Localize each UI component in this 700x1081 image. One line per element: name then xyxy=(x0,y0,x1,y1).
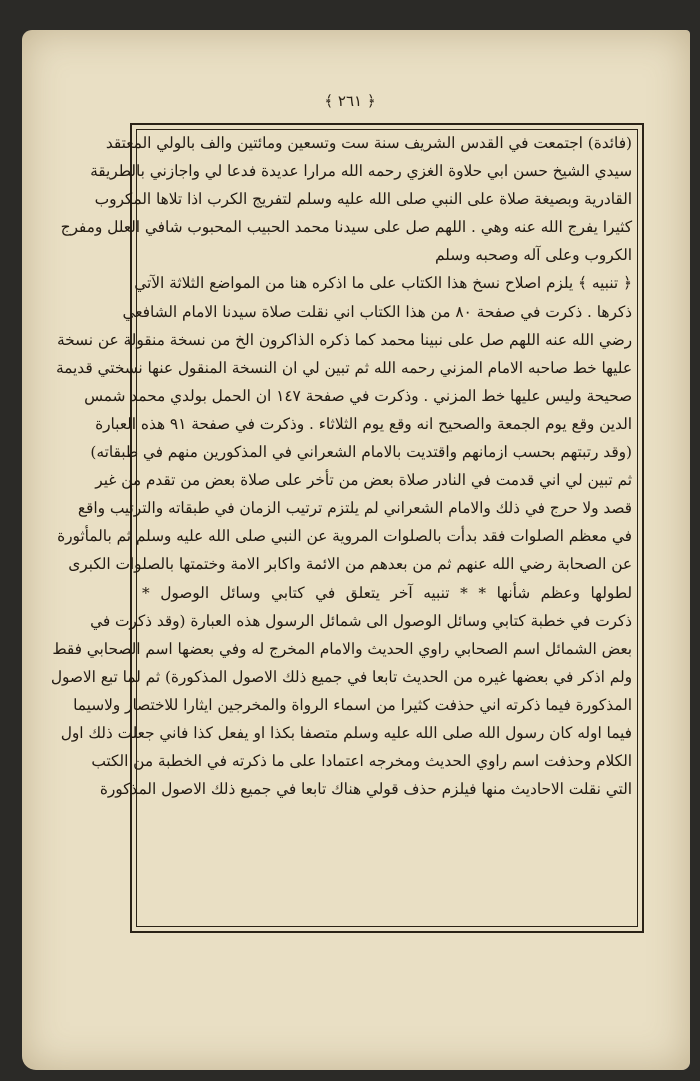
body-text xyxy=(50,129,632,927)
text-line: رضي الله عنه اللهم صل على نبينا محمد كما ذكره الذاكرون الخ من نسخة منقولة عن نسخة xyxy=(56,330,632,349)
text-line: المذكورة فيما ذكرته اني حذفت كثيرا من اسماء الرواة والمخرجين ايثارا للاختصار ولاسيما xyxy=(73,695,632,714)
text-line: ﴿ تنبيه ﴾ يلزم اصلاح نسخ هذا الكتاب على ما اذكره هنا من المواضع الثلاثة الآتي xyxy=(134,274,632,293)
text-line: ولم اذكر في بعضها غيره من الحديث تابعا في جميع ذلك الاصول المذكورة) ثم لما تبع الاصول xyxy=(50,667,632,686)
text-line: الكلام وحذفت اسم راوي الحديث ومخرجه اعتمادا على ما ذكرته في الخطبة من الكتب xyxy=(91,752,632,771)
text-line: (فائدة) اجتمعت في القدس الشريف سنة ست وتسعين ومائتين والف بالولي المعتقد xyxy=(105,134,632,152)
text-line: ذكرت في خطبة كتابي وسائل الوصول الى شمائل الرسول هذه العبارة (وقد ذكرت في xyxy=(90,611,632,630)
text-line: التي نقلت الاحاديث منها فيلزم حذف قولي هناك تابعا في جميع ذلك الاصول المذكورة xyxy=(99,780,632,799)
text-line: سيدي الشيخ حسن ابي حلاوة الغزي رحمه الله مرارا عديدة فدعا لي واجازني بالطريقة xyxy=(90,162,632,181)
text-line: بعض الشمائل اسم الصحابي راوي الحديث والامام المخرج له وفي بعضها اسم الصحابي فقط xyxy=(52,639,632,658)
text-line: كثيرا يفرج الله عنه وهي . اللهم صل على سيدنا محمد الحبيب المحبوب شافي العلل ومفرج xyxy=(60,218,632,237)
text-line: قصد ولا حرج في ذلك والامام الشعراني لم يلتزم ترتيب الزمان في طبقاته والترتيب واقع xyxy=(77,499,632,518)
page-number: ﴿ ٢٦١ ﴾ xyxy=(324,92,376,110)
text-line: الدين وقع يوم الجمعة والصحيح انه وقع يوم الثلاثاء . وذكرت في صفحة ٩١ هذه العبارة xyxy=(95,414,632,433)
text-frame xyxy=(50,123,644,933)
text-line: في معظم الصلوات فقد بدأت بالصلوات المروية عن النبي صلى الله عليه وسلم ثم بالمأثورة xyxy=(57,527,632,546)
text-line: ذكرها . ذكرت في صفحة ٨٠ من هذا الكتاب اني نقلت صلاة سيدنا الامام الشافعي xyxy=(122,302,632,321)
text-line: الكروب وعلى آله وصحبه وسلم xyxy=(435,246,632,265)
text-line: (وقد رتبتهم بحسب ازمانهم واقتديت بالامام الشعراني في المذكورين منهم في طبقاته) xyxy=(90,443,632,462)
text-line: ثم تبين لي اني قدمت في النادر صلاة بعض من تأخر على صلاة بعض من تقدم من غير xyxy=(95,471,632,490)
section-heading-line: لطولها وعظم شأنها * * تنبيه آخر يتعلق في كتابي وسائل الوصول * xyxy=(142,583,632,602)
text-line: عليها خط صاحبه الامام المزني رحمه الله ثم تبين لي ان النسخة المنقول عنها نسختي قديمة xyxy=(55,358,632,377)
text-line: القادرية وبصيغة صلاة على النبي صلى الله عليه وسلم لتفريج الكرب اذا تلاها المكروب xyxy=(94,190,632,209)
text-line: عن الصحابة رضي الله عنهم ثم من بعدهم من الائمة واكابر الامة وختمتها بالصلوات الكبرى xyxy=(68,555,632,574)
text-line: فيما اوله كان رسول الله صلى الله عليه وسلم متصفا بكذا او يفعل كذا فاني جعلت ذلك اول xyxy=(60,723,632,742)
text-line: صحيحة وليس عليها خط المزني . وذكرت في صفحة ١٤٧ ان الحمل بولدي محمد شمس xyxy=(84,386,632,405)
